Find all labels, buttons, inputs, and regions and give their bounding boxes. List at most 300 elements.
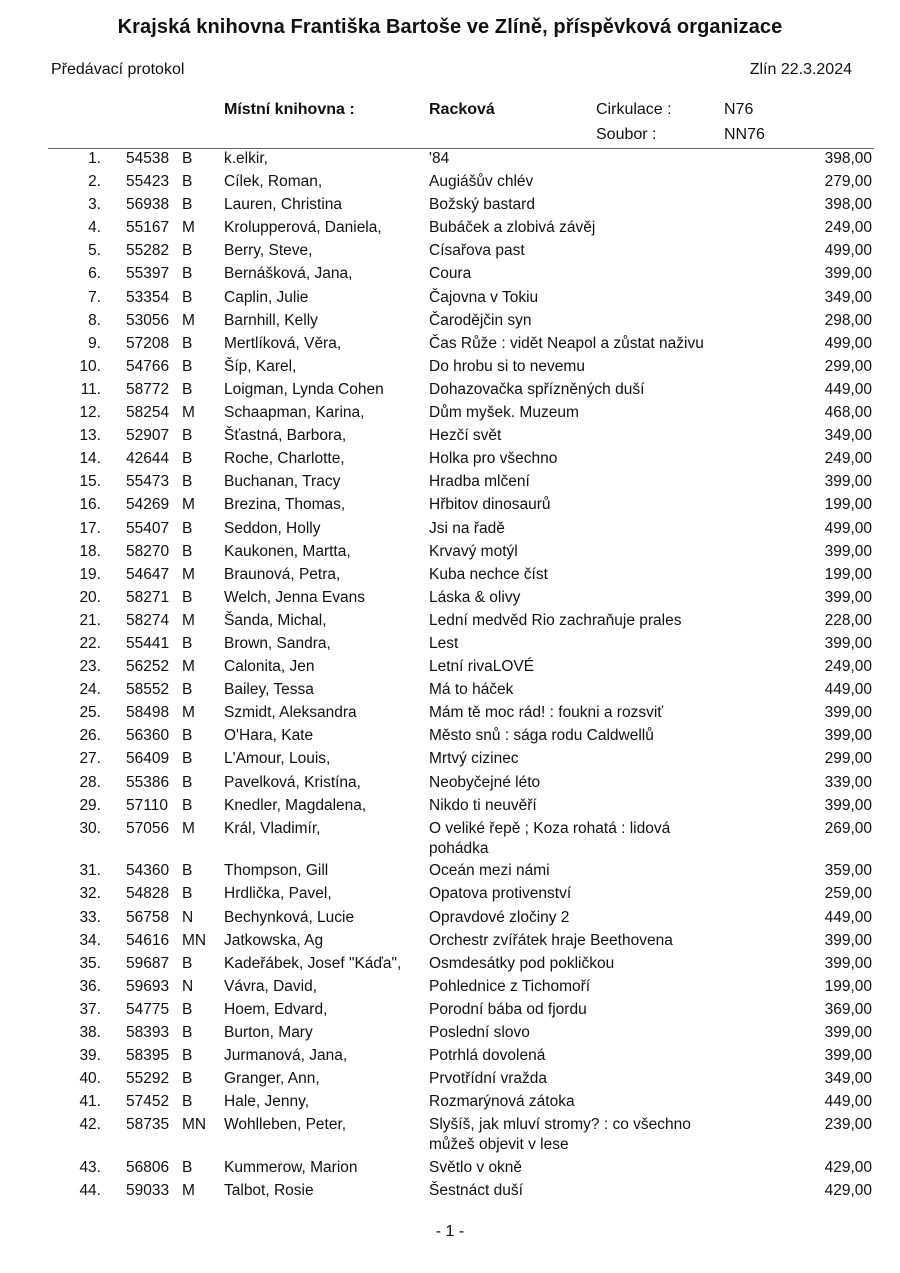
row-title: Božský bastard	[429, 196, 535, 214]
row-author: Mertlíková, Věra,	[224, 334, 342, 352]
row-price: 349,00	[824, 288, 872, 306]
row-price: 249,00	[824, 658, 872, 676]
row-price: 429,00	[824, 1158, 872, 1176]
row-title: Láska & olivy	[429, 588, 521, 606]
table-row	[0, 565, 900, 588]
row-number: 14.	[79, 450, 101, 468]
row-type: M	[182, 704, 195, 722]
row-author: Loigman, Lynda Cohen	[224, 380, 384, 398]
row-type: B	[182, 634, 193, 652]
row-price: 499,00	[824, 242, 872, 260]
row-code: 55386	[126, 773, 170, 791]
row-author: Krolupperová, Daniela,	[224, 219, 382, 237]
table-row	[0, 796, 900, 819]
row-author: Braunová, Petra,	[224, 565, 341, 583]
row-number: 4.	[88, 219, 101, 237]
row-number: 7.	[88, 288, 101, 306]
row-title: Město snů : sága rodu Caldwellů	[429, 727, 654, 745]
row-number: 37.	[79, 1000, 101, 1018]
row-author: Bailey, Tessa	[224, 681, 314, 699]
page-number: - 1 -	[435, 1223, 465, 1240]
row-code: 55473	[126, 473, 170, 491]
row-number: 18.	[79, 542, 101, 560]
row-number: 29.	[79, 796, 101, 814]
row-author: Berry, Steve,	[224, 242, 313, 260]
row-author: Šťastná, Barbora,	[224, 427, 347, 445]
library-label: Místní knihovna :	[224, 101, 355, 118]
row-author: Kummerow, Marion	[224, 1158, 358, 1176]
row-price: 398,00	[824, 196, 872, 214]
row-code: 56252	[126, 658, 170, 676]
row-number: 32.	[79, 885, 101, 903]
row-price: 399,00	[824, 954, 872, 972]
row-type: B	[182, 196, 193, 214]
row-code: 57110	[126, 796, 168, 814]
row-type: B	[182, 750, 193, 768]
row-number: 20.	[79, 588, 101, 606]
row-type: B	[182, 519, 193, 537]
row-author: Schaapman, Karina,	[224, 404, 365, 422]
row-number: 24.	[79, 681, 101, 699]
table-row	[0, 1181, 900, 1204]
row-price: 399,00	[824, 473, 872, 491]
row-number: 27.	[79, 750, 101, 768]
row-code: 55441	[126, 634, 170, 652]
row-price: 449,00	[824, 380, 872, 398]
row-number: 5.	[88, 242, 101, 260]
row-number: 39.	[79, 1047, 101, 1065]
table-row	[0, 495, 900, 518]
row-code: 58498	[126, 704, 170, 722]
row-type: N	[182, 977, 194, 995]
row-author: O'Hara, Kate	[224, 727, 314, 745]
table-row	[0, 449, 900, 472]
row-price: 298,00	[824, 311, 872, 329]
table-row	[0, 954, 900, 977]
row-title: Slyšíš, jak mluví stromy? : co všechno můžeš objevit v lese	[429, 1116, 691, 1154]
row-author: Szmidt, Aleksandra	[224, 704, 357, 722]
row-code: 54647	[126, 565, 170, 583]
row-type: B	[182, 150, 193, 167]
row-type: M	[182, 311, 195, 329]
row-type: M	[182, 219, 195, 237]
table-row	[0, 519, 900, 542]
table-row	[0, 472, 900, 495]
row-author: Vávra, David,	[224, 977, 318, 995]
file-value: NN76	[724, 126, 765, 143]
row-type: B	[182, 334, 193, 352]
row-price: 398,00	[824, 150, 872, 167]
row-price: 399,00	[824, 542, 872, 560]
book-list	[0, 149, 900, 1204]
table-row	[0, 426, 900, 449]
row-type: MN	[182, 1116, 207, 1134]
row-title: Hezčí svět	[429, 427, 502, 445]
row-code: 59693	[126, 977, 170, 995]
row-price: 449,00	[824, 681, 872, 699]
row-code: 58772	[126, 380, 170, 398]
row-code: 58393	[126, 1023, 170, 1041]
row-number: 23.	[79, 658, 101, 676]
row-author: Hale, Jenny,	[224, 1093, 310, 1111]
row-number: 26.	[79, 727, 101, 745]
row-type: B	[182, 1047, 193, 1065]
row-code: 56360	[126, 727, 170, 745]
row-title: Neobyčejné léto	[429, 773, 541, 791]
row-code: 42644	[126, 450, 170, 468]
row-number: 43.	[79, 1158, 101, 1176]
row-type: MN	[182, 931, 207, 949]
table-row	[0, 1158, 900, 1181]
row-author: Burton, Mary	[224, 1023, 313, 1041]
row-author: Bernášková, Jana,	[224, 265, 353, 283]
row-price: 449,00	[824, 908, 872, 926]
row-code: 55407	[126, 519, 170, 537]
row-author: Jurmanová, Jana,	[224, 1047, 348, 1065]
row-type: B	[182, 1070, 193, 1088]
row-author: Jatkowska, Ag	[224, 931, 324, 949]
row-type: N	[182, 908, 194, 926]
row-code: 53056	[126, 311, 170, 329]
row-price: 299,00	[824, 357, 872, 375]
row-price: 249,00	[824, 450, 872, 468]
row-author: Lauren, Christina	[224, 196, 343, 214]
row-title: Opravdové zločiny 2	[429, 908, 570, 926]
row-title: Porodní bába od fjordu	[429, 1000, 587, 1018]
row-code: 58552	[126, 681, 170, 699]
table-row	[0, 680, 900, 703]
row-author: L'Amour, Louis,	[224, 750, 331, 768]
row-title: Lest	[429, 634, 459, 652]
row-code: 58270	[126, 542, 170, 560]
row-type: B	[182, 473, 193, 491]
row-price: 269,00	[824, 819, 872, 837]
row-price: 228,00	[824, 611, 872, 629]
table-row	[0, 1000, 900, 1023]
table-row	[0, 588, 900, 611]
row-number: 1.	[88, 150, 101, 167]
table-row	[0, 884, 900, 907]
table-row	[0, 288, 900, 311]
row-title: Dům myšek. Muzeum	[429, 404, 579, 422]
row-type: B	[182, 796, 193, 814]
row-number: 10.	[79, 357, 101, 375]
row-number: 44.	[79, 1182, 101, 1200]
row-type: B	[182, 1158, 193, 1176]
row-title: Pohlednice z Tichomoří	[429, 977, 591, 995]
row-price: 239,00	[824, 1116, 872, 1134]
row-code: 56409	[126, 750, 170, 768]
table-row	[0, 931, 900, 954]
row-title: Čarodějčin syn	[429, 311, 532, 329]
row-author: Granger, Ann,	[224, 1070, 320, 1088]
row-type: M	[182, 496, 195, 514]
row-price: 199,00	[824, 496, 872, 514]
table-row	[0, 657, 900, 680]
row-type: B	[182, 885, 193, 903]
row-title: Mám tě moc rád! : foukni a rozsviť	[429, 704, 664, 722]
row-title: Do hrobu si to nevemu	[429, 357, 585, 375]
row-title: Coura	[429, 265, 472, 283]
row-title: Potrhlá dovolená	[429, 1047, 546, 1065]
table-row	[0, 172, 900, 195]
row-author: Buchanan, Tracy	[224, 473, 341, 491]
row-code: 52907	[126, 427, 170, 445]
row-price: 399,00	[824, 931, 872, 949]
row-title: Opatova protivenství	[429, 885, 572, 903]
row-title: Císařova past	[429, 242, 525, 260]
row-code: 58735	[126, 1116, 170, 1134]
row-price: 449,00	[824, 1093, 872, 1111]
row-code: 55397	[126, 265, 170, 283]
row-author: Šíp, Karel,	[224, 357, 297, 375]
table-row	[0, 819, 900, 862]
row-title: Hradba mlčení	[429, 473, 530, 491]
row-price: 199,00	[824, 977, 872, 995]
row-code: 59033	[126, 1182, 170, 1200]
row-price: 369,00	[824, 1000, 872, 1018]
row-price: 279,00	[824, 173, 872, 191]
row-type: B	[182, 450, 193, 468]
table-row	[0, 311, 900, 334]
row-type: M	[182, 819, 195, 837]
table-row	[0, 380, 900, 403]
row-author: Wohlleben, Peter,	[224, 1116, 347, 1134]
table-row	[0, 403, 900, 426]
row-type: B	[182, 173, 193, 191]
row-code: 58274	[126, 611, 170, 629]
row-number: 17.	[79, 519, 101, 537]
row-price: 399,00	[824, 1047, 872, 1065]
page-title: Krajská knihovna Františka Bartoše ve Zlíně, příspěvková organizace	[117, 16, 783, 38]
row-code: 58271	[126, 588, 170, 606]
row-number: 13.	[79, 427, 101, 445]
row-number: 16.	[79, 496, 101, 514]
table-row	[0, 703, 900, 726]
table-row	[0, 1069, 900, 1092]
row-type: B	[182, 1000, 193, 1018]
row-code: 55167	[126, 219, 170, 237]
row-number: 15.	[79, 473, 101, 491]
row-author: Kadeřábek, Josef "Káďa",	[224, 954, 402, 972]
row-title: Letní rivaLOVÉ	[429, 658, 535, 676]
row-code: 57208	[126, 334, 170, 352]
row-type: B	[182, 265, 193, 283]
row-price: 259,00	[824, 885, 872, 903]
row-price: 468,00	[824, 404, 872, 422]
table-row	[0, 241, 900, 264]
row-price: 499,00	[824, 519, 872, 537]
row-code: 59687	[126, 954, 170, 972]
table-row	[0, 908, 900, 931]
row-author: Brown, Sandra,	[224, 634, 331, 652]
row-author: Cílek, Roman,	[224, 173, 323, 191]
row-title: '84	[429, 150, 450, 167]
row-type: B	[182, 681, 193, 699]
row-type: B	[182, 542, 193, 560]
circulation-value: N76	[724, 101, 754, 118]
row-title: Dohazovačka spřízněných duší	[429, 380, 645, 398]
table-row	[0, 1023, 900, 1046]
row-number: 31.	[79, 862, 101, 880]
row-type: M	[182, 404, 195, 422]
row-author: Kaukonen, Martta,	[224, 542, 351, 560]
row-type: B	[182, 427, 193, 445]
row-number: 30.	[79, 819, 101, 837]
table-row	[0, 773, 900, 796]
table-row	[0, 1046, 900, 1069]
row-title: Šestnáct duší	[429, 1182, 523, 1200]
row-type: B	[182, 773, 193, 791]
table-row	[0, 611, 900, 634]
row-code: 57056	[126, 819, 170, 837]
row-author: Hoem, Edvard,	[224, 1000, 328, 1018]
row-title: Prvotřídní vražda	[429, 1070, 548, 1088]
row-title: Mrtvý cizinec	[429, 750, 519, 768]
row-price: 199,00	[824, 565, 872, 583]
row-author: Thompson, Gill	[224, 862, 329, 880]
document-type: Předávací protokol	[51, 61, 185, 78]
row-type: B	[182, 242, 193, 260]
row-title: Osmdesátky pod pokličkou	[429, 954, 615, 972]
row-author: Calonita, Jen	[224, 658, 315, 676]
row-title: Bubáček a zlobivá závěj	[429, 219, 596, 237]
row-price: 399,00	[824, 1023, 872, 1041]
table-row	[0, 861, 900, 884]
row-title: O veliké řepě ; Koza rohatá : lidová pohádka	[429, 819, 671, 857]
row-number: 28.	[79, 773, 101, 791]
row-number: 33.	[79, 908, 101, 926]
row-number: 42.	[79, 1116, 101, 1134]
row-number: 12.	[79, 404, 101, 422]
row-code: 56806	[126, 1158, 170, 1176]
row-number: 41.	[79, 1093, 101, 1111]
row-code: 57452	[126, 1093, 170, 1111]
row-number: 35.	[79, 954, 101, 972]
row-type: B	[182, 380, 193, 398]
row-number: 6.	[88, 265, 101, 283]
row-type: B	[182, 1023, 193, 1041]
row-number: 38.	[79, 1023, 101, 1041]
row-price: 399,00	[824, 727, 872, 745]
row-code: 56758	[126, 908, 170, 926]
row-type: M	[182, 611, 195, 629]
row-code: 58254	[126, 404, 170, 422]
table-row	[0, 357, 900, 380]
row-title: Holka pro všechno	[429, 450, 558, 468]
row-number: 11.	[80, 380, 101, 398]
row-type: B	[182, 727, 193, 745]
row-author: Pavelková, Kristína,	[224, 773, 361, 791]
table-row	[0, 1115, 900, 1158]
table-row	[0, 334, 900, 357]
row-code: 54775	[126, 1000, 170, 1018]
row-author: Talbot, Rosie	[224, 1182, 314, 1200]
row-number: 40.	[79, 1070, 101, 1088]
table-row	[0, 149, 900, 172]
row-type: M	[182, 565, 195, 583]
table-row	[0, 264, 900, 287]
row-title: Augiášův chlév	[429, 173, 534, 191]
row-author: Hrdlička, Pavel,	[224, 885, 332, 903]
row-code: 54538	[126, 150, 170, 167]
row-type: M	[182, 1182, 195, 1200]
row-author: Brezina, Thomas,	[224, 496, 346, 514]
row-code: 54616	[126, 931, 170, 949]
row-code: 55423	[126, 173, 170, 191]
row-price: 499,00	[824, 334, 872, 352]
table-row	[0, 218, 900, 241]
row-type: B	[182, 288, 193, 306]
row-number: 3.	[88, 196, 101, 214]
place-date: Zlín 22.3.2024	[749, 61, 852, 78]
row-price: 429,00	[824, 1182, 872, 1200]
row-author: Welch, Jenna Evans	[224, 588, 366, 606]
row-type: B	[182, 862, 193, 880]
row-author: Knedler, Magdalena,	[224, 796, 367, 814]
row-title: Poslední slovo	[429, 1023, 530, 1041]
row-title: Oceán mezi námi	[429, 862, 550, 880]
table-row	[0, 726, 900, 749]
row-code: 55292	[126, 1070, 170, 1088]
row-price: 349,00	[824, 427, 872, 445]
row-title: Orchestr zvířátek hraje Beethovena	[429, 931, 673, 949]
row-type: B	[182, 954, 193, 972]
row-number: 8.	[88, 311, 101, 329]
row-code: 54269	[126, 496, 170, 514]
row-title: Lední medvěd Rio zachraňuje prales	[429, 611, 682, 629]
row-author: Šanda, Michal,	[224, 611, 327, 629]
row-title: Jsi na řadě	[429, 519, 505, 537]
row-type: B	[182, 357, 193, 375]
row-number: 36.	[79, 977, 101, 995]
row-code: 56938	[126, 196, 170, 214]
table-row	[0, 977, 900, 1000]
row-price: 399,00	[824, 588, 872, 606]
table-row	[0, 1092, 900, 1115]
row-type: M	[182, 658, 195, 676]
row-code: 54766	[126, 357, 170, 375]
row-title: Hřbitov dinosaurů	[429, 496, 551, 514]
row-price: 359,00	[824, 862, 872, 880]
row-code: 53354	[126, 288, 170, 306]
row-number: 22.	[79, 634, 101, 652]
row-title: Světlo v okně	[429, 1158, 523, 1176]
row-price: 349,00	[824, 1070, 872, 1088]
row-author: Roche, Charlotte,	[224, 450, 345, 468]
row-price: 399,00	[824, 704, 872, 722]
row-author: Bechynková, Lucie	[224, 908, 355, 926]
row-title: Čas Růže : vidět Neapol a zůstat naživu	[429, 334, 704, 352]
row-author: Seddon, Holly	[224, 519, 321, 537]
row-number: 2.	[88, 173, 101, 191]
row-author: Král, Vladimír,	[224, 819, 321, 837]
row-code: 54360	[126, 862, 170, 880]
row-number: 9.	[88, 334, 101, 352]
row-price: 399,00	[824, 265, 872, 283]
row-price: 399,00	[824, 796, 872, 814]
row-number: 25.	[79, 704, 101, 722]
row-author: Caplin, Julie	[224, 288, 309, 306]
table-row	[0, 749, 900, 772]
row-title: Kuba nechce číst	[429, 565, 548, 583]
file-label: Soubor :	[596, 126, 657, 143]
row-title: Má to háček	[429, 681, 514, 699]
row-title: Nikdo ti neuvěří	[429, 796, 537, 814]
row-price: 399,00	[824, 634, 872, 652]
row-title: Krvavý motýl	[429, 542, 518, 560]
row-code: 55282	[126, 242, 170, 260]
